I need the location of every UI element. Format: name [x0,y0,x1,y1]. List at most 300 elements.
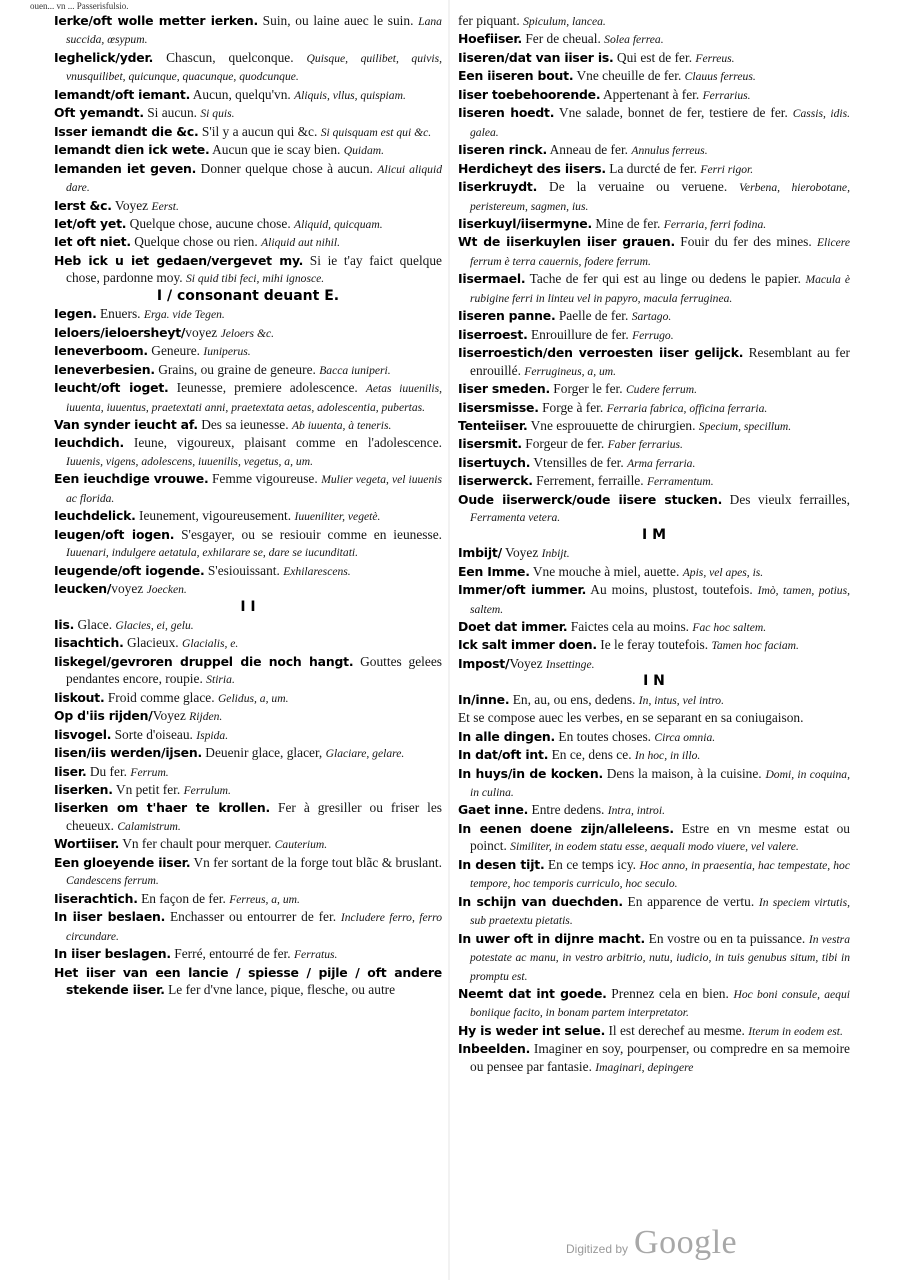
french-gloss: Vn fer sortant de la forge tout blãc & bruslant. [190,854,442,870]
headword: Iiseren panne. [458,308,556,324]
dictionary-entry [458,344,850,380]
french-gloss: S'esgayer, ou se resiouir comme en ieunesse. [174,526,442,542]
headword: Neemt dat int goede. [458,986,607,1002]
french-gloss: Ieune, vigoureux, plaisant comme en l'adolescence. [124,435,442,451]
dictionary-entry [458,104,850,141]
latin-gloss: Candescens ferrum. [66,874,159,888]
dictionary-entry [458,215,850,233]
latin-gloss: Jeloers &c. [220,326,275,340]
latin-gloss: Gelidus, a, um. [217,691,289,705]
page-gutter [448,0,450,1280]
french-gloss: S'esiouissant. [204,562,284,578]
french-gloss: Imaginer en soy, pourpenser, ou compredre en sa memoire ou pensee par fantasie. [470,1041,850,1074]
headword: Iiser smeden. [458,381,550,397]
french-gloss: Le fer d'vne lance, pique, flesche, ou autre [164,982,396,998]
french-gloss: Dens la maison, à la cuisine. [602,765,766,781]
latin-gloss: Ferramentum. [646,475,714,489]
french-gloss: Entre dedens. [528,802,608,818]
dictionary-entry [458,417,850,435]
french-gloss: S'il y a aucun qui &c. [198,123,321,139]
latin-gloss: Ferri rigor. [700,162,754,176]
latin-gloss: Cudere ferrum. [625,383,697,397]
french-gloss: Vne cheuille de fer. [573,68,685,84]
french-gloss: Au moins, plustost, toutefois. [586,582,758,598]
french-gloss: Forger le fer. [549,381,626,397]
french-gloss: La durcté de fer. [605,160,701,176]
latin-gloss: Ferrum. [130,765,169,779]
french-gloss: Froid comme glace. [104,689,218,705]
french-gloss: Grains, ou graine de geneure. [154,361,320,377]
right-column [458,12,850,1076]
french-gloss: En ce, dens ce. [548,747,635,763]
french-gloss: Fer à gresiller ou friser les cheueux. [66,800,442,833]
dictionary-entry [458,326,850,344]
french-gloss: De la veruaine ou veruene. [537,179,740,195]
dictionary-entry [54,361,442,379]
french-gloss: voyez [185,324,221,340]
dictionary-entry [54,141,442,159]
dictionary-entry [54,707,442,725]
latin-gloss: Joecken. [146,583,187,597]
latin-gloss: Domi, in coquina, in culina. [470,767,850,800]
headword: Ieuchdich. [54,435,124,451]
latin-gloss: Si quis. [200,107,235,121]
headword: Iiserwerck. [458,473,533,489]
dictionary-entry [54,945,442,963]
latin-gloss: Si quid tibi feci, mihi ignosce. [186,272,325,286]
french-gloss: Enuers. [96,306,144,322]
french-gloss: Si ie t'ay faict quelque chose, pardonne moy. [66,252,442,286]
headword: Iet oft niet. [54,234,131,250]
dictionary-entry [54,964,442,1000]
headword: In uwer oft in dijnre macht. [458,930,646,946]
latin-gloss: Cauterium. [274,838,328,852]
latin-gloss: Iuuenis, vigens, adolescens, iuuenilis, vegetus, a, um. [66,454,313,468]
dictionary-entry [458,86,850,104]
latin-gloss: Bacca iuniperi. [319,363,391,377]
latin-gloss: Inbijt. [541,547,570,561]
headword: Iiserkruydt. [458,179,538,195]
dictionary-entry [54,379,442,416]
latin-gloss: Fac hoc saltem. [692,620,767,634]
french-gloss: Deuenir glace, glacer, [201,745,326,761]
latin-gloss: Insettinge. [545,657,595,671]
headword: Iiser. [54,763,87,779]
dictionary-entry [458,233,850,270]
dictionary-entry [54,470,442,507]
headword: Iisersmit. [458,436,522,452]
headword: Iisen/iis werden/ijsen. [54,745,202,761]
french-gloss: Ferrement, ferraille. [532,473,647,489]
headword: Wortiiser. [54,836,120,852]
headword: Iemanden iet geven. [54,160,197,176]
french-gloss: En toutes choses. [555,728,655,744]
dictionary-entry [54,854,442,890]
headword: Een gloeyende iiser. [54,854,191,870]
french-gloss: Quelque chose ou rien. [130,234,262,250]
latin-gloss: Solea ferrea. [604,33,664,47]
dictionary-entry [458,856,850,893]
latin-gloss: Alicui aliquid dare. [66,162,443,195]
dictionary-entry [54,744,442,762]
dictionary-entry [458,985,850,1022]
headword: Ieugen/oft iogen. [54,526,175,542]
headword: Op d'iis rijden/ [54,708,153,724]
latin-gloss: Ferraria, ferri fodina. [663,217,767,231]
dictionary-entry [458,1040,850,1076]
french-gloss: Fer de cheual. [522,31,605,47]
headword: In iiser beslaen. [54,909,166,925]
latin-gloss: Calamistrum. [117,819,181,833]
dictionary-entry [458,893,850,930]
headword: Impost/ [458,655,510,671]
dictionary-entry [458,178,850,215]
dictionary-entry [54,416,442,434]
latin-gloss: Si quisquam est qui &c. [320,125,432,139]
dictionary-entry [458,49,850,67]
latin-gloss: Exhilarescens. [283,564,351,578]
latin-gloss: In speciem virtutis, sub praetextu pietatis. [470,895,850,928]
dictionary-entry [54,653,442,689]
dictionary-entry [54,781,442,799]
dictionary-entry [458,709,850,727]
headword: Doet dat immer. [458,618,568,634]
headword: Een Imme. [458,563,530,579]
latin-gloss: Sartago. [631,310,672,324]
headword: Iiser toebehoorende. [458,86,601,102]
dictionary-entry [54,890,442,908]
headword: Iiserken om t'haer te krollen. [54,800,271,816]
dictionary-entry [458,930,850,985]
headword: Immer/oft iummer. [458,582,587,598]
headword: Iis. [54,616,75,632]
headword: Ieneverboom. [54,343,148,359]
french-gloss: Enrouillure de fer. [527,326,633,342]
dictionary-entry [54,908,442,945]
headword: Ieloers/ieloersheyt/ [54,324,186,340]
latin-gloss: In hoc, in illo. [634,749,701,763]
headword: Ieneverbesien. [54,361,155,377]
french-gloss: En apparence de vertu. [622,893,759,909]
french-gloss: Il est derechef au mesme. [605,1022,749,1038]
french-gloss: Vne mouche à miel, auette. [529,563,683,579]
latin-gloss: Erga. vide Tegen. [143,308,225,322]
latin-gloss: Includere ferro, ferro circundare. [66,911,442,943]
latin-gloss: Ferraria fabrica, officina ferraria. [606,401,768,415]
dictionary-entry [458,655,850,673]
french-gloss: Anneau de fer. [546,142,632,158]
dictionary-entry [54,324,442,342]
dictionary-entry [458,636,850,654]
headword: Iemandt/oft iemant. [54,86,191,102]
french-gloss: Donner quelque chose à aucun. [196,160,378,176]
dictionary-entry [54,562,442,580]
french-gloss: Voyez [152,708,190,724]
dictionary-entry [458,746,850,764]
french-gloss: Fouir du fer des mines. [675,234,817,250]
dictionary-entry [458,435,850,453]
headword: Iiserken. [54,782,113,798]
dictionary-entry [54,526,442,562]
latin-gloss: Ferrugineus, a, um. [524,364,617,378]
latin-gloss: In vestra potestate ac manu, in vestro arbitrio, nutu, iudicio, in tuis genubus situm, tibi in promptu est. [470,932,850,983]
latin-gloss: Apis, vel apes, is. [682,565,764,579]
latin-gloss: Circa omnia. [654,730,716,744]
french-gloss: Chascun, quelconque. [153,49,307,65]
dictionary-entry [458,820,850,856]
dictionary-entry [54,726,442,744]
latin-gloss: Clauus ferreus. [684,70,756,84]
french-gloss: Suin, ou laine auec le suin. [257,13,419,28]
latin-gloss: Eerst. [151,199,179,213]
french-gloss: Appertenant à fer. [600,86,703,102]
french-gloss: Vn fer chault pour merquer. [119,836,275,852]
french-gloss: Des sa ieunesse. [197,416,292,432]
dictionary-entry [54,197,442,215]
dictionary-entry [458,1022,850,1040]
dictionary-entry [54,104,442,122]
french-gloss: Forgeur de fer. [521,436,608,452]
headword: Iisertuych. [458,454,531,470]
latin-gloss: Aliquid, quicquam. [294,217,383,231]
latin-gloss: Ferreus. [695,51,735,65]
headword: In eenen doene zijn/alleleens. [458,820,674,836]
latin-gloss: Faber ferrarius. [607,438,683,452]
dictionary-entry [54,123,442,141]
french-gloss: Du fer. [86,763,131,779]
latin-gloss: Ferramenta vetera. [470,511,561,525]
dictionary-entry [54,799,442,835]
latin-gloss: Ferrulum. [183,784,231,798]
dictionary-entry [458,765,850,802]
headword: Iisvogel. [54,726,112,742]
latin-gloss: Imò, tamen, potius, saltem. [470,584,850,616]
french-gloss: Voyez [111,197,152,213]
latin-gloss: Similiter, in eodem statu esse, aequali modo viuere, vel valere. [510,840,799,854]
latin-gloss: Verbena, hierobotane, peristereum, sagmen, ius. [470,181,850,213]
dictionary-entry [54,616,442,634]
french-gloss: Voyez [501,545,542,561]
section-heading: I I [240,598,256,615]
headword: Iiseren rinck. [458,142,547,158]
dictionary-entry [54,634,442,652]
headword: Imbijt/ [458,545,502,561]
french-gloss: Vne esprouuette de chirurgien. [527,417,699,433]
french-gloss: Glace. [74,616,116,632]
latin-gloss: Glacies, ei, gelu. [115,618,194,632]
latin-gloss: Ab iuuenta, à teneris. [291,418,392,432]
french-gloss: Voyez [509,655,546,671]
french-gloss: Et se compose auec les verbes, en se separant en sa coniugaison. [458,710,804,726]
latin-gloss: Quidam. [343,144,385,158]
dictionary-entry [54,835,442,853]
french-gloss: fer piquant. [458,13,524,28]
french-gloss: Aucun que ie scay bien. [209,142,344,158]
dictionary-entry [54,763,442,781]
watermark-prefix: Digitized by [566,1242,629,1256]
dictionary-entry [458,491,850,527]
latin-gloss: Specium, specillum. [698,419,792,433]
latin-gloss: Mulier vegeta, vel iuuenis ac florida. [66,473,442,505]
headword: Iegen. [54,306,97,322]
headword: In schijn van duechden. [458,893,623,909]
dictionary-entry [54,233,442,251]
french-gloss: Faictes cela au moins. [567,618,693,634]
latin-gloss: Iuuenari, indulgere aetatula, exhilarare se, dare se iucunditati. [66,546,359,560]
headword: Hoefiiser. [458,31,522,47]
dictionary-entry [458,691,850,709]
french-gloss: En façon de fer. [137,890,230,906]
headword: Een ieuchdige vrouwe. [54,471,209,487]
dictionary-entry [458,544,850,562]
latin-gloss: Ferrarius. [702,88,751,102]
latin-gloss: Ispida. [196,728,229,742]
cropped-top-line: ouen... vn ... Passerisfulsio. [30,1,129,11]
headword: In iiser beslagen. [54,946,171,962]
latin-gloss: Lana succida, œsypum. [66,15,442,47]
headword: In desen tijt. [458,856,545,872]
french-gloss: Ferré, entourré de fer. [170,946,294,962]
dictionary-entry [458,472,850,490]
french-gloss: Forge à fer. [538,399,607,415]
headword: Iisermael. [458,271,526,287]
latin-gloss: Hoc boni consule, aequi boniique facito, in bonam partem interpretator. [470,988,850,1020]
headword: Oude iiserwerck/oude iisere stucken. [458,491,723,507]
latin-gloss: Intra, introi. [607,804,665,818]
headword: Ierke/oft wolle metter ierken. [54,13,258,28]
dictionary-entry [458,141,850,159]
headword: Ick salt immer doen. [458,637,597,653]
latin-gloss: Rijden. [189,710,223,724]
headword: Iemandt dien ick wete. [54,142,210,158]
latin-gloss: Cassis, idis. galea. [470,107,850,139]
french-gloss: En vostre ou en ta puissance. [645,930,809,946]
google-logo: Google [634,1224,738,1261]
latin-gloss: Stiria. [206,673,235,687]
latin-gloss: Annulus ferreus. [631,144,708,158]
french-gloss: Glacieux. [123,635,182,651]
french-gloss: Geneure. [147,343,204,359]
dictionary-entry [458,12,850,30]
latin-gloss: Ferrugo. [632,328,674,342]
latin-gloss: Glaciare, gelare. [325,747,405,761]
dictionary-entry [54,342,442,360]
french-gloss: Enchasser ou entourrer de fer. [165,909,341,925]
headword: Ieghelick/yder. [54,49,154,65]
french-gloss: Sorte d'oiseau. [111,726,197,742]
headword: Iiserachtich. [54,890,138,906]
dictionary-entry [458,454,850,472]
latin-gloss: Iuniperus. [203,345,251,359]
french-gloss: voyez [111,581,147,597]
latin-gloss: Quisque, quilibet, quivis, vnusquilibet, quicunque, quacunque, quodcunque. [66,51,442,84]
headword: In huys/in de kocken. [458,765,603,781]
french-gloss: Vn petit fer. [112,782,184,798]
section-heading: I N [643,673,665,690]
dictionary-entry [458,801,850,819]
french-gloss: Tache de fer qui est au linge ou dedens le papier. [525,271,806,287]
dictionary-entry [54,305,442,323]
latin-gloss: Arma ferraria. [627,456,696,470]
headword: Het iiser van een lancie / spiesse / pijle / oft andere stekende iiser. [54,964,442,998]
french-gloss: Gouttes gelees pendantes encore, roupie. [66,653,442,687]
headword: Iisersmisse. [458,399,539,415]
dictionary-entry [458,581,850,618]
dictionary-entry [458,399,850,417]
headword: In dat/oft int. [458,747,549,763]
french-gloss: En ce temps icy. [544,856,640,872]
headword: Ieucht/oft ioget. [54,380,169,396]
french-gloss: Quelque chose, aucune chose. [126,215,295,231]
french-gloss: Ieunement, vigoureusement. [135,508,295,524]
headword: Een iiseren bout. [458,68,574,84]
dictionary-entry [458,270,850,307]
french-gloss: Estre en vn mesme estat ou poinct. [470,820,850,854]
dictionary-entry [54,434,442,470]
headword: Ierst &c. [54,197,112,213]
headword: Gaet inne. [458,802,529,818]
latin-gloss: Macula è rubigine ferri in linteu vel in papyro, macula ferruginea. [470,273,850,305]
headword: Tenteiiser. [458,417,528,433]
latin-gloss: Hoc anno, in praesentia, hac tempestate, hoc tempore, hoc temporis curriculo, hoc seculo. [470,858,850,891]
dictionary-entry [458,563,850,581]
french-gloss: Vne salade, bonnet de fer, testiere de fer. [554,105,793,121]
headword: Ieuchdelick. [54,508,136,524]
headword: Hy is weder int selue. [458,1022,606,1038]
latin-gloss: Glacialis, e. [181,637,239,651]
french-gloss: Si aucun. [143,105,201,121]
latin-gloss: Iterum in eodem est. [748,1024,843,1038]
headword: In alle dingen. [458,728,556,744]
latin-gloss: Iuueniliter, vegetè. [294,510,381,524]
french-gloss: Femme vigoureuse. [208,471,322,487]
dictionary-entry [458,307,850,325]
headword: Iet/oft yet. [54,215,127,231]
latin-gloss: In, intus, vel intro. [638,693,725,707]
headword: Iiserroestich/den verroesten iiser gelijck. [458,345,744,361]
dictionary-entry [458,30,850,48]
french-gloss: Des vieulx ferrailles, [722,491,850,507]
latin-gloss: Ferratus. [293,948,338,962]
section-heading: I M [641,526,666,543]
french-gloss: Paelle de fer. [555,308,632,324]
dictionary-entry [54,252,442,288]
headword: Herdicheyt des iisers. [458,160,606,176]
french-gloss: En, au, ou ens, dedens. [509,691,639,707]
french-gloss: Mine de fer. [591,215,664,231]
dictionary-entry [54,689,442,707]
latin-gloss: Tamen hoc faciam. [711,639,799,653]
dictionary-entry [54,12,442,49]
dictionary-entry [54,160,442,197]
headword: Iiskegel/gevroren druppel die noch hangt. [54,653,354,669]
french-gloss: Resemblant au fer enrouillé. [470,345,851,378]
dictionary-entry [458,160,850,178]
digitized-by-google-watermark [566,1224,737,1262]
headword: Iiseren hoedt. [458,105,555,121]
headword: Ieucken/ [54,581,112,597]
headword: Ieugende/oft iogende. [54,562,205,578]
latin-gloss: Imaginari, depingere [595,1060,694,1074]
headword: Wt de iiserkuylen iiser grauen. [458,234,675,250]
latin-gloss: Spiculum, lancea. [523,15,606,28]
headword: Iiserkuyl/iisermyne. [458,215,592,231]
dictionary-entry [54,86,442,104]
dictionary-entry [54,215,442,233]
headword: Isser iemandt die &c. [54,123,199,139]
dictionary-entry [458,380,850,398]
french-gloss: Aucun, quelqu'vn. [190,86,295,102]
